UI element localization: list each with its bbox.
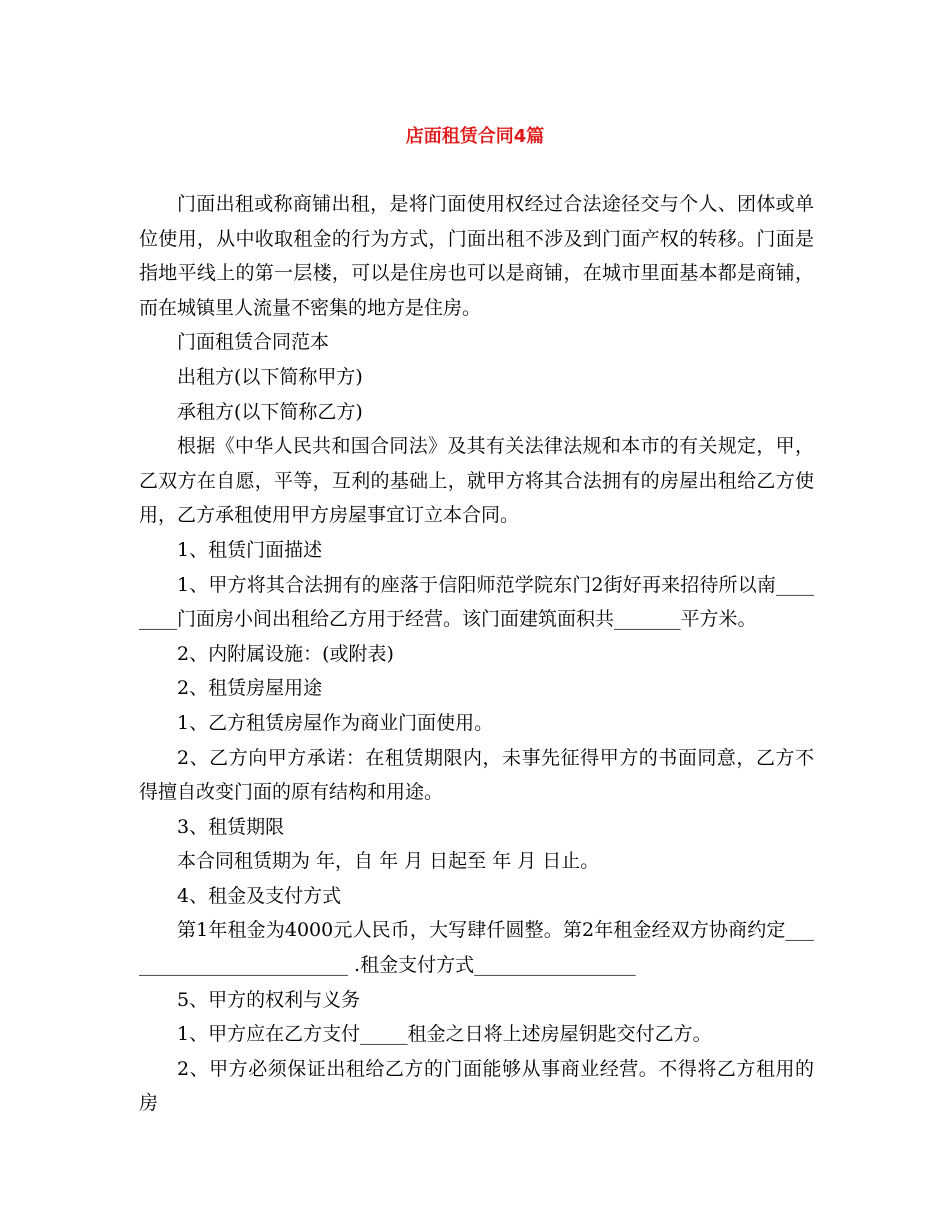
document-title: 店面租赁合同4篇 xyxy=(405,126,545,147)
document-body xyxy=(139,187,814,1121)
paragraph-lessor: 出租方(以下简称甲方) xyxy=(177,365,363,388)
paragraph-intro: 门面出租或称商铺出租，是将门面使用权经过合法途径交与个人、团体或单位使用，从中收取租金的行为方式，门面出租不涉及到门面产权的转移。门面是指地平线上的第一层楼，可以是住房也可以是商铺，在城市里面基本都是商铺，而在城镇里人流量不密集的地方是住房。 xyxy=(139,193,814,319)
section-heading-5: 5、甲方的权利与义务 xyxy=(177,988,361,1011)
section-heading-1: 1、租赁门面描述 xyxy=(177,538,323,561)
clause-3-term: 本合同租赁期为 年，自 年 月 日起至 年 月 日止。 xyxy=(177,850,600,873)
clause-1-1: 1、甲方将其合法拥有的座落于信阳师范学院东门2街好再来招待所以南________门面房小间出租给乙方用于经营。该门面建筑面积共_______平方米。 xyxy=(139,573,814,631)
paragraph-preamble: 根据《中华人民共和国合同法》及其有关法律法规和本市的有关规定，甲，乙双方在自愿，平等，互利的基础上，就甲方将其合法拥有的房屋出租给乙方使用，乙方承租使用甲方房屋事宜订立本合同。 xyxy=(139,435,814,527)
clause-4-rent: 第1年租金为4000元人民币，大写肆仟圆整。第2年租金经双方协商约定_________________________ .租金支付方式_________________ xyxy=(139,919,814,977)
paragraph-lessee: 承租方(以下简称乙方) xyxy=(177,400,363,423)
section-heading-4: 4、租金及支付方式 xyxy=(177,884,342,907)
clause-2-2: 2、乙方向甲方承诺：在租赁期限内，未事先征得甲方的书面同意，乙方不得擅自改变门面的原有结构和用途。 xyxy=(139,746,814,804)
paragraph-contract-template: 门面租赁合同范本 xyxy=(177,331,330,354)
clause-1-2: 2、内附属设施：(或附表) xyxy=(177,642,394,665)
section-heading-3: 3、租赁期限 xyxy=(177,815,285,838)
clause-5-2: 2、甲方必须保证出租给乙方的门面能够从事商业经营。不得将乙方租用的房 xyxy=(139,1057,814,1115)
section-heading-2: 2、租赁房屋用途 xyxy=(177,677,323,700)
clause-5-1: 1、甲方应在乙方支付_____租金之日将上述房屋钥匙交付乙方。 xyxy=(177,1023,712,1046)
clause-2-1: 1、乙方租赁房屋作为商业门面使用。 xyxy=(177,711,494,734)
